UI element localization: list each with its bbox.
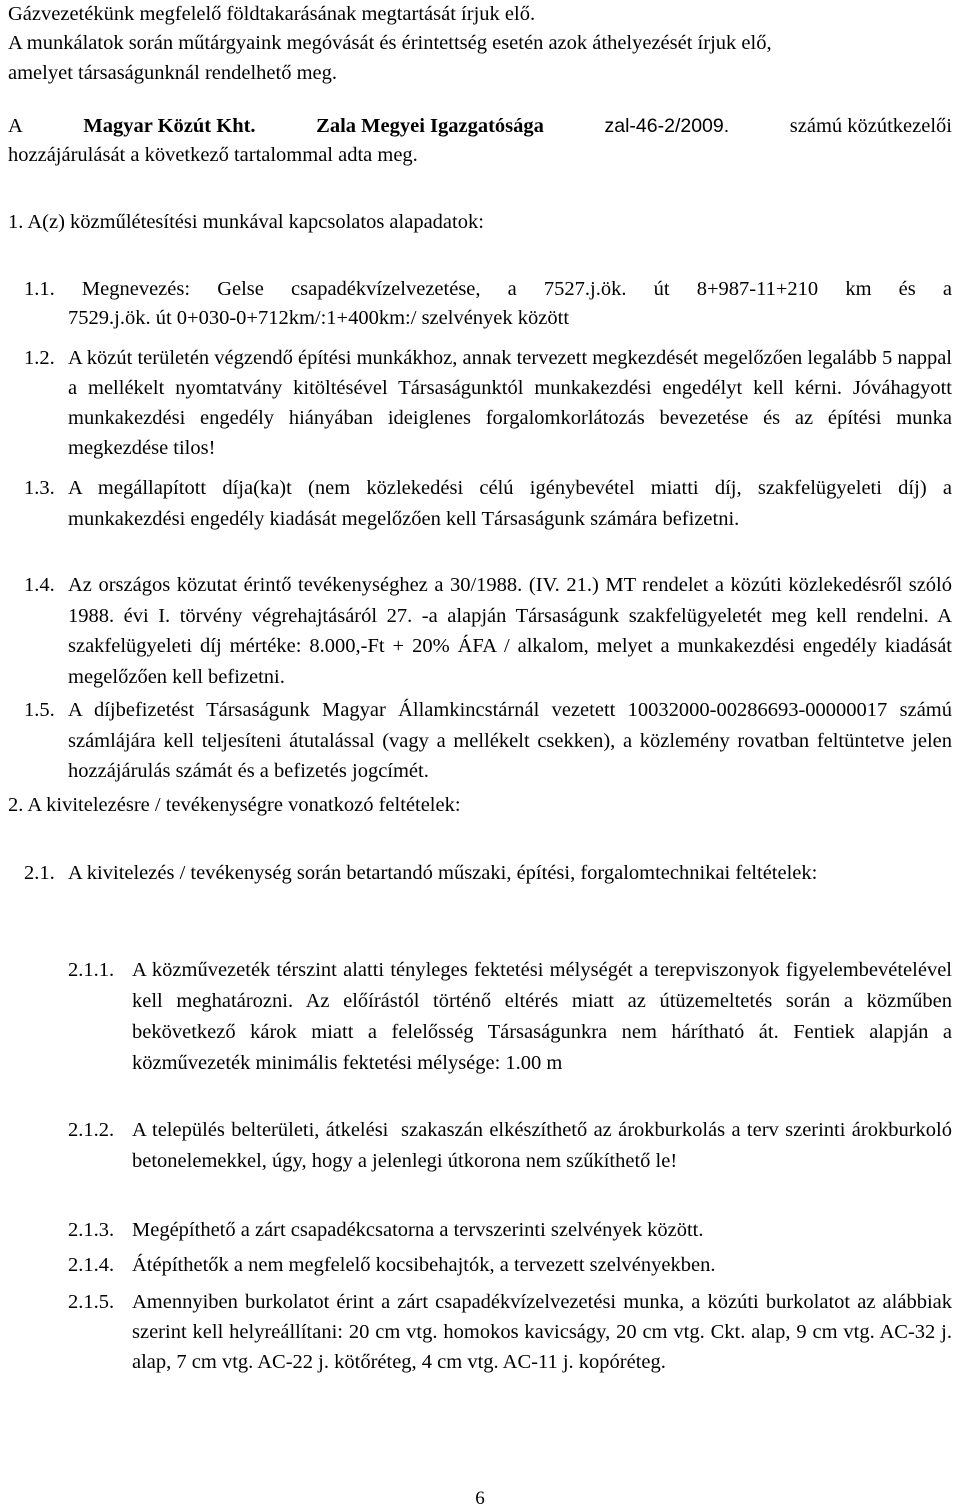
item-2-1-3-number: 2.1.3. xyxy=(68,1219,115,1241)
item-1-2 xyxy=(24,343,952,463)
item-1-5 xyxy=(24,695,952,787)
item-1-5-text: A díjbefizetést Társaságunk Magyar Államkincstárnál vezetett 10032000-00286693-00000017 számú számlájára kell teljesíteni átutalással (vagy a mellékelt csekken), a közlemény rovatban feltüntetve jelen hozzájárulás számát és a befizetés jogcímét. xyxy=(68,699,952,782)
consent-org: Magyar Közút Kht. xyxy=(83,115,256,137)
item-2-1 xyxy=(24,858,952,889)
item-2-1-number: 2.1. xyxy=(24,862,55,884)
consent-line-2: hozzájárulását a következő tartalommal adta meg. xyxy=(8,144,418,166)
item-2-1-5-text: Amennyiben burkolatot érint a zárt csapadékvízelvezetési munka, a közúti burkolatot az alábbiak szerint kell helyreállítani: 20 cm vtg. homokos kavicságy, 20 cm vtg. Ckt. alap, 9 cm vtg. AC-32 j. alap, 7 cm vtg. AC-22 j. kötőréteg, 4 cm vtg. AC-11 j. kopóréteg. xyxy=(132,1291,952,1373)
item-2-1-2 xyxy=(68,1115,958,1177)
item-1-2-text: A közút területén végzendő építési munkákhoz, annak tervezett megkezdését megelőzően legalább 5 nappal a mellékelt nyomtatvány kitöltésével Társaságunktól munkakezdési engedélyt kell kérni. Jóváhagyott munkakezdési engedély hiányában ideiglenes forgalomkorlátozás bevezetése és az építési munka megkezdése tilos! xyxy=(68,347,952,459)
item-1-4 xyxy=(24,570,952,692)
item-2-1-2-number: 2.1.2. xyxy=(68,1119,115,1141)
item-1-1-line-1: 1.1. Megnevezés: Gelse csapadékvízelvezetése, a 7527.j.ök. út 8+987-11+210 km és a xyxy=(24,278,952,300)
item-2-1-1 xyxy=(68,955,952,1079)
item-2-1-5-number: 2.1.5. xyxy=(68,1291,115,1313)
section-1-heading: 1. A(z) közműlétesítési munkával kapcsolatos alapadatok: xyxy=(8,211,484,233)
item-1-3 xyxy=(24,473,952,534)
item-2-1-3 xyxy=(68,1215,952,1246)
item-1-4-text: Az országos közutat érintő tevékenységhez a 30/1988. (IV. 21.) MT rendelet a közúti közlekedésről szóló 1988. évi I. törvény végrehajtásáról 27. -a alapján Társaságunk szakfelügyeletét meg kell rendelni. A szakfelügyeleti díj mértéke: 8.000,-Ft + 20% ÁFA / alkalom, melyet a munkakezdési engedély kiadását megelőzően kell befizetni. xyxy=(68,574,952,688)
consent-line-1 xyxy=(8,114,952,138)
item-2-1-4-text: Átépíthetők a nem megfelelő kocsibehajtók, a tervezett szelvényekben. xyxy=(132,1254,716,1276)
page-number: 6 xyxy=(475,1488,485,1509)
item-2-1-1-number: 2.1.1. xyxy=(68,959,115,981)
item-2-1-text: A kivitelezés / tevékenység során betartandó műszaki, építési, forgalomtechnikai feltételek: xyxy=(68,862,818,884)
item-2-1-3-text: Megépíthető a zárt csapadékcsatorna a tervszerinti szelvények között. xyxy=(132,1219,704,1241)
intro-line-3: amelyet társaságunknál rendelhető meg. xyxy=(8,62,338,84)
item-2-1-4-number: 2.1.4. xyxy=(68,1254,115,1276)
item-1-2-number: 1.2. xyxy=(24,347,55,369)
consent-suffix: számú közútkezelői xyxy=(789,115,952,137)
section-2-heading: 2. A kivitelezésre / tevékenységre vonatkozó feltételek: xyxy=(8,794,461,816)
item-2-1-1-text: A közművezeték térszint alatti tényleges fektetési mélységét a terepviszonyok figyelembevételével kell meghatározni. Az előírástól történő eltérés miatt az útüzemeltetés során a közműben bekövetkező károk miatt a felelősség Társaságunkra nem hárítható át. Fentiek alapján a közművezeték minimális fektetési mélysége: 1.00 m xyxy=(132,959,952,1074)
item-1-1-line-2: 7529.j.ök. út 0+030-0+712km/:1+400km:/ szelvények között xyxy=(68,307,570,329)
consent-prefix: A xyxy=(8,115,23,137)
intro-line-2: A munkálatok során műtárgyaink megóvását és érintettség esetén azok áthelyezését írjuk elő, xyxy=(8,32,772,54)
item-2-1-2-text: A település belterületi, átkelési szakaszán elkészíthető az árokburkolás a terv szerinti árokburkoló betonelemekkel, úgy, hogy a jelenlegi útkorona nem szűkíthető le! xyxy=(132,1119,958,1172)
item-1-5-number: 1.5. xyxy=(24,699,55,721)
item-1-4-number: 1.4. xyxy=(24,574,55,596)
item-1-3-text: A megállapított díja(ka)t (nem közlekedési célú igénybevétel miatti díj, szakfelügyeleti díj) a munkakezdési engedély kiadását megelőzően kell Társaságunk számára befizetni. xyxy=(68,477,952,530)
item-2-1-5 xyxy=(68,1287,952,1377)
consent-dept: Zala Megyei Igazgatósága xyxy=(316,115,544,137)
item-1-3-number: 1.3. xyxy=(24,477,55,499)
intro-line-1: Gázvezetékünk megfelelő földtakarásának megtartását írjuk elő. xyxy=(8,3,536,25)
consent-ref: zal-46-2/2009. xyxy=(604,115,730,137)
item-2-1-4 xyxy=(68,1250,952,1281)
